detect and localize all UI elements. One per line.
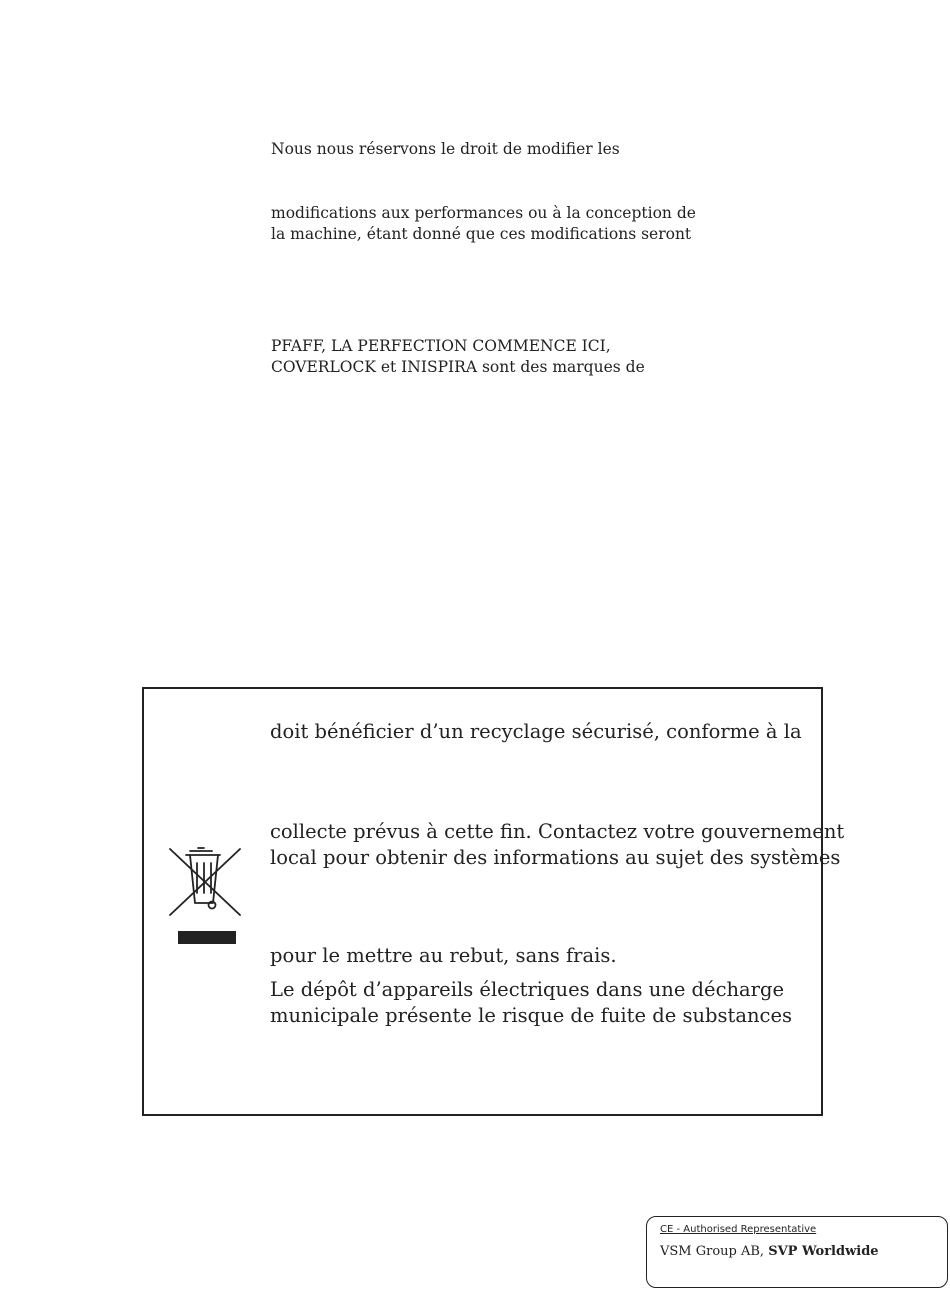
text-line: la machine, étant donné que ces modifications seront (271, 225, 692, 243)
notice-line: Le dépôt d’appareils électriques dans une décharge (270, 978, 785, 1001)
paragraph-modifications (271, 203, 696, 245)
paragraph-rights (271, 139, 620, 160)
text-line: modifications aux performances ou à la conception de (271, 204, 696, 222)
ce-representative-box (646, 1216, 948, 1288)
notice-line: municipale présente le risque de fuite de substances (270, 1004, 793, 1027)
crossed-out-wheelie-bin-icon (168, 845, 244, 945)
ce-label: CE - Authorised Representative (660, 1224, 817, 1235)
ce-company (660, 1244, 879, 1260)
paragraph-trademarks (271, 336, 645, 378)
company-name: SVP Worldwide (768, 1244, 879, 1259)
notice-paragraph (270, 819, 844, 871)
notice-line: collecte prévus à cette fin. Contactez votre gouvernement (270, 820, 845, 843)
notice-line: local pour obtenir des informations au sujet des systèmes (270, 846, 841, 869)
text-line: COVERLOCK et INISPIRA sont des marques de (271, 358, 645, 376)
text-line: PFAFF, LA PERFECTION COMMENCE ICI, (271, 337, 611, 355)
notice-paragraph (270, 977, 792, 1029)
notice-line: doit bénéficier d’un recyclage sécurisé, conforme à la (270, 720, 802, 743)
notice-line: pour le mettre au rebut, sans frais. (270, 944, 617, 967)
company-prefix: VSM Group AB, (660, 1244, 769, 1259)
text-line: Nous nous réservons le droit de modifier les (271, 140, 620, 158)
recycling-notice-box (142, 687, 845, 1116)
